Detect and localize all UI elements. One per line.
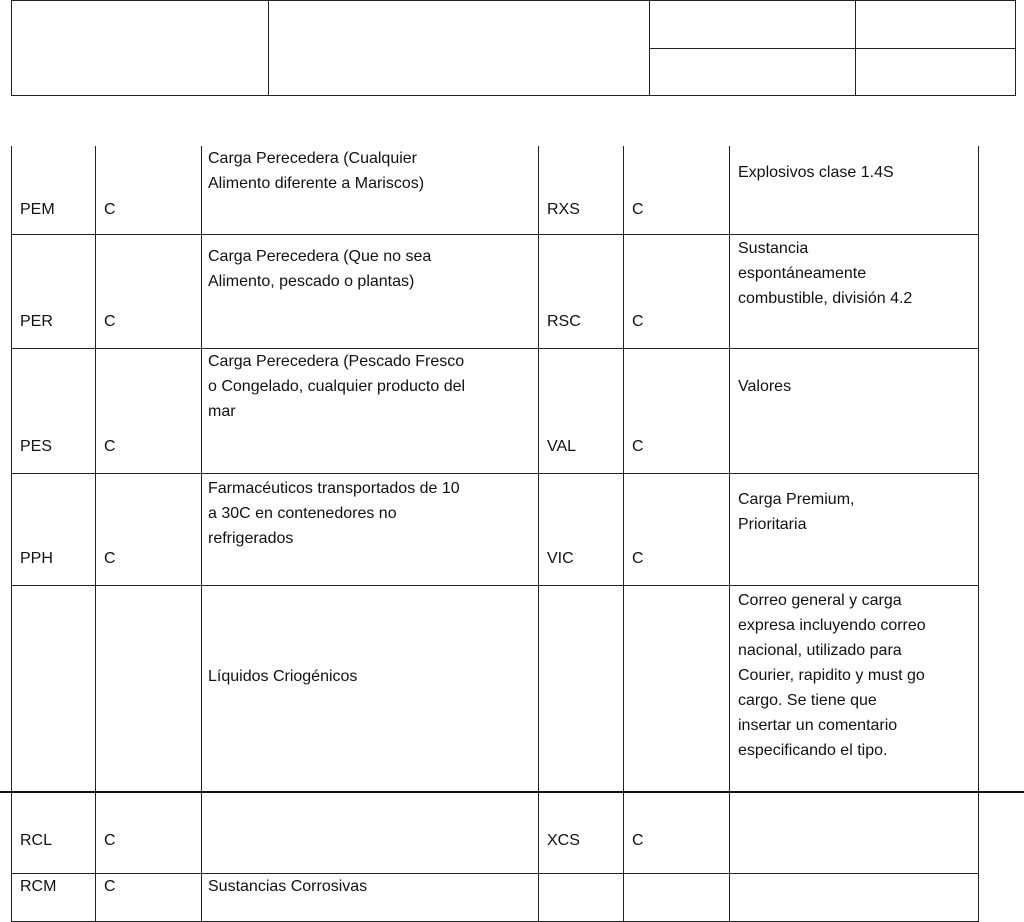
description-cell: Líquidos Criogénicos xyxy=(202,586,539,874)
table-row xyxy=(12,146,979,235)
code-cell: RCL xyxy=(12,586,96,874)
class-cell: C xyxy=(96,146,202,235)
code-cell: PES xyxy=(12,349,96,474)
description-cell: Sustancia espontáneamente combustible, división 4.2 xyxy=(730,235,979,349)
class-cell: C xyxy=(624,586,730,874)
description-cell: Explosivos clase 1.4S xyxy=(730,146,979,235)
class-cell: C xyxy=(96,349,202,474)
code-cell: PPH xyxy=(12,474,96,586)
header-cell-page xyxy=(856,49,1016,96)
class-cell: C xyxy=(624,146,730,235)
table-row xyxy=(12,474,979,586)
class-cell: C xyxy=(624,474,730,586)
code-cell: XCS xyxy=(539,586,624,874)
header-cell-date xyxy=(650,49,856,96)
description-cell: Farmacéuticos transportados de 10 a 30C en contenedores no refrigerados xyxy=(202,474,539,586)
class-cell: C xyxy=(624,235,730,349)
code-cell: PEM xyxy=(12,146,96,235)
code-cell: PER xyxy=(12,235,96,349)
class-cell xyxy=(624,874,730,922)
description-cell xyxy=(730,874,979,922)
code-cell: RSC xyxy=(539,235,624,349)
description-cell: Valores xyxy=(730,349,979,474)
cargo-codes-table xyxy=(11,146,979,922)
header-cell-code xyxy=(650,1,856,49)
description-cell: Carga Perecedera (Que no sea Alimento, pescado o plantas) xyxy=(202,235,539,349)
header-cell-title xyxy=(269,1,650,96)
table-row xyxy=(12,349,979,474)
class-cell: C xyxy=(624,349,730,474)
header-cell-logo xyxy=(12,1,269,96)
class-cell: C xyxy=(96,874,202,922)
footer-rule xyxy=(0,791,1024,793)
class-cell: C xyxy=(96,235,202,349)
description-cell: Carga Perecedera (Pescado Fresco o Congelado, cualquier producto del mar xyxy=(202,349,539,474)
code-cell: RXS xyxy=(539,146,624,235)
class-cell: C xyxy=(96,586,202,874)
class-cell: C xyxy=(96,474,202,586)
header-cell-version xyxy=(856,1,1016,49)
table-row xyxy=(12,874,979,922)
description-cell: Carga Perecedera (Cualquier Alimento diferente a Mariscos) xyxy=(202,146,539,235)
table-row xyxy=(12,235,979,349)
table-row xyxy=(12,586,979,874)
code-cell: RCM xyxy=(12,874,96,922)
code-cell xyxy=(539,874,624,922)
code-cell: VIC xyxy=(539,474,624,586)
description-cell: Sustancias Corrosivas xyxy=(202,874,539,922)
description-cell: Correo general y carga expresa incluyendo correo nacional, utilizado para Courier, rapidito y must go cargo. Se tiene que insertar un comentario especificando el tipo. xyxy=(730,586,979,874)
document-header xyxy=(11,0,1016,96)
description-cell: Carga Premium, Prioritaria xyxy=(730,474,979,586)
code-cell: VAL xyxy=(539,349,624,474)
